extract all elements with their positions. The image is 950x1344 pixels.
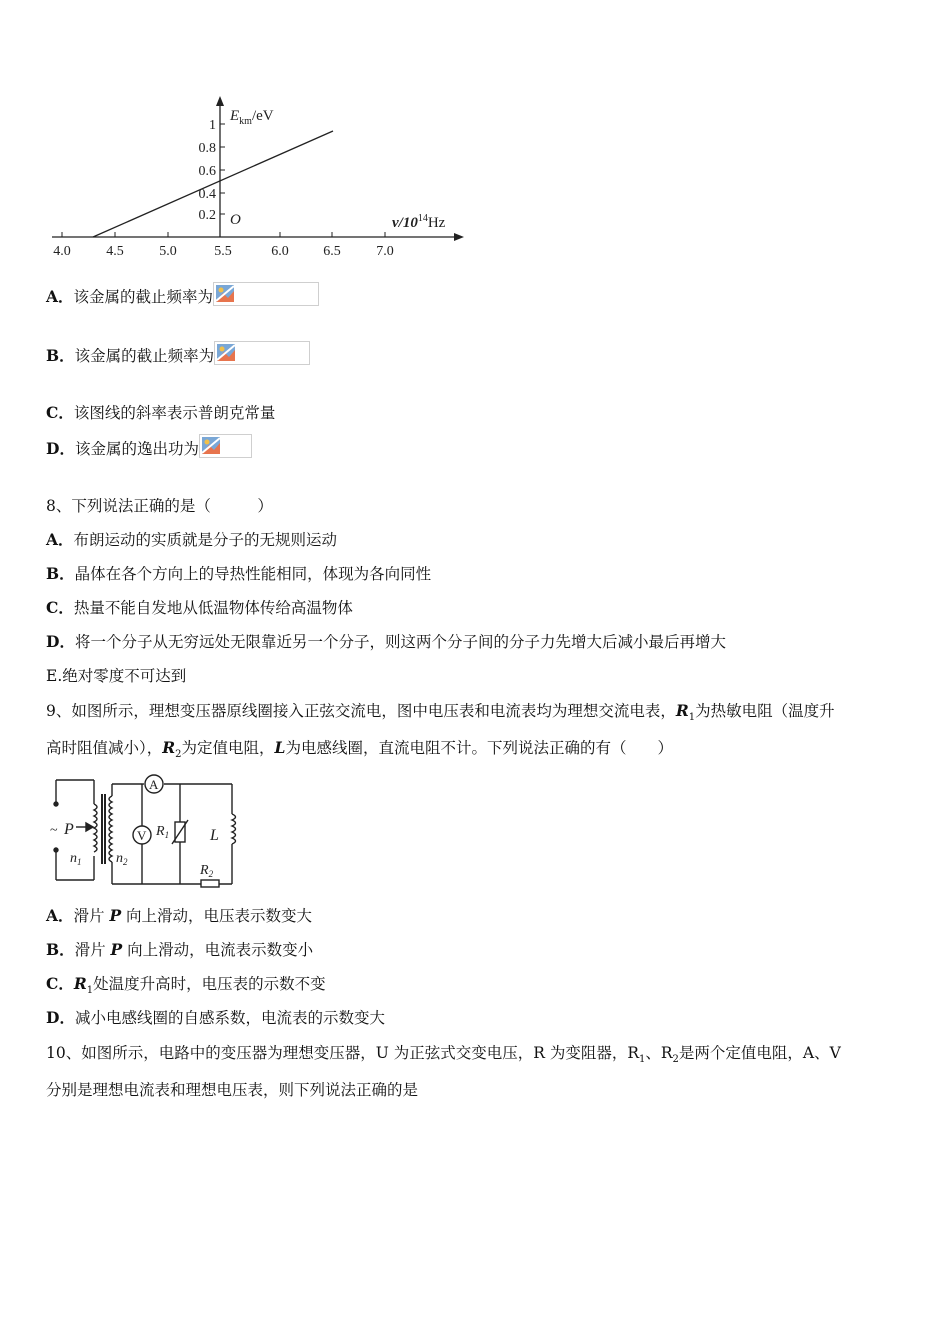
option-text: 热量不能自发地从低温物体传给高温物体	[73, 599, 353, 617]
q9-stem-line-2: 高时阻值减小），$R_2$为定值电阻，L为电感线圈，直流电阻不计。下列说法正确的有（ ）	[46, 738, 673, 761]
q7-option-a	[46, 282, 319, 307]
q8-option-c	[46, 598, 353, 618]
option-text: 将一个分子从无穷远处无限靠近另一个分子，则这两个分子间的分子力先增大后减小最后再增大	[74, 633, 726, 651]
option-letter: C．	[46, 598, 74, 617]
broken-image-icon	[216, 343, 238, 363]
q8-option-b	[46, 564, 431, 584]
x-tick-label: 4.0	[53, 244, 71, 259]
broken-image-icon	[201, 436, 223, 456]
x-tick-label: 5.5	[214, 244, 232, 259]
option-letter: A．	[46, 906, 74, 925]
ac-source-symbol: ~	[50, 823, 58, 838]
transformer-circuit-diagram	[46, 772, 246, 892]
q8-option-a	[46, 530, 337, 550]
q8-stem: 8、下列说法正确的是（ ）	[46, 497, 273, 515]
q9-option-d	[46, 1008, 385, 1028]
origin-label: O	[230, 212, 241, 228]
x-tick-label: 6.0	[271, 244, 289, 259]
q8-option-e: E.绝对零度不可达到	[46, 667, 187, 685]
option-text: 布朗运动的实质就是分子的无规则运动	[73, 531, 338, 549]
y-tick-label: 0.2	[198, 208, 216, 223]
r2-label: $R_2$	[200, 863, 214, 879]
y-axis-arrow-icon	[216, 96, 224, 106]
option-letter: B．	[46, 346, 75, 365]
x-tick-label: 4.5	[106, 244, 124, 259]
inductor-label: L	[210, 827, 219, 844]
option-letter: A．	[46, 530, 74, 549]
q9-option-c: C．$R_1$处温度升高时，电压表的示数不变	[46, 974, 326, 997]
q7-option-c	[46, 403, 275, 423]
y-axis-label: $E_{km}/eV$	[230, 108, 274, 127]
x-tick-label: 6.5	[323, 244, 341, 259]
option-letter: B．	[46, 940, 75, 959]
option-letter: D．	[46, 1008, 75, 1027]
option-text: 该金属的逸出功为	[74, 440, 199, 458]
broken-image-placeholder	[213, 282, 319, 306]
y-tick-label: 1	[209, 118, 216, 133]
broken-image-placeholder	[199, 434, 252, 458]
ekm-frequency-graph	[40, 96, 470, 266]
option-text: 该图线的斜率表示普朗克常量	[73, 404, 276, 422]
option-text: 该金属的截止频率为	[73, 288, 214, 306]
q10-stem-line-1: 10、如图所示，电路中的变压器为理想变压器，U 为正弦式交变电压，R 为变阻器，$R_1$、$R_2$是两个定值电阻，A、V	[46, 1044, 841, 1066]
option-text: 减小电感线圈的自感系数，电流表的示数变大	[74, 1009, 385, 1027]
option-text: 该金属的截止频率为	[74, 347, 215, 365]
x-axis-label: $\nu/10^{14}Hz$	[392, 213, 446, 231]
option-letter: C．	[46, 403, 74, 422]
x-tick-label: 7.0	[376, 244, 394, 259]
option-letter: D．	[46, 439, 75, 458]
y-tick-label: 0.6	[198, 164, 216, 179]
r1-label: $R_1$	[156, 824, 170, 840]
q9-option-b: B．滑片 P 向上滑动，电流表示数变小	[46, 940, 314, 959]
secondary-turns-label: $n_2$	[116, 851, 128, 867]
option-letter: C．	[46, 974, 74, 993]
q9-option-a: A．滑片 P 向上滑动，电压表示数变大	[46, 906, 313, 925]
y-tick-label: 0.8	[198, 141, 216, 156]
broken-image-icon	[215, 284, 237, 304]
q9-stem-line-1: 9、如图所示，理想变压器原线圈接入正弦交流电，图中电压表和电流表均为理想交流电表，$R_1$为热敏电阻（温度升	[46, 701, 835, 724]
option-letter: B．	[46, 564, 75, 583]
y-tick-label: 0.4	[198, 187, 216, 202]
option-text: 晶体在各个方向上的导热性能相同，体现为各向同性	[74, 565, 432, 583]
q8-option-d	[46, 632, 726, 652]
primary-turns-label: $n_1$	[70, 851, 82, 867]
x-axis-arrow-icon	[454, 233, 464, 241]
x-tick-label: 5.0	[159, 244, 177, 259]
voltmeter-label: V	[137, 828, 147, 843]
ammeter-label: A	[149, 777, 159, 792]
q7-option-b	[46, 341, 310, 366]
option-letter: A．	[46, 287, 74, 306]
q10-stem-line-2: 分别是理想电流表和理想电压表，则下列说法正确的是	[46, 1081, 419, 1099]
q7-option-d	[46, 434, 252, 459]
broken-image-placeholder	[214, 341, 310, 365]
option-letter: D．	[46, 632, 75, 651]
slider-label: P	[64, 821, 74, 838]
